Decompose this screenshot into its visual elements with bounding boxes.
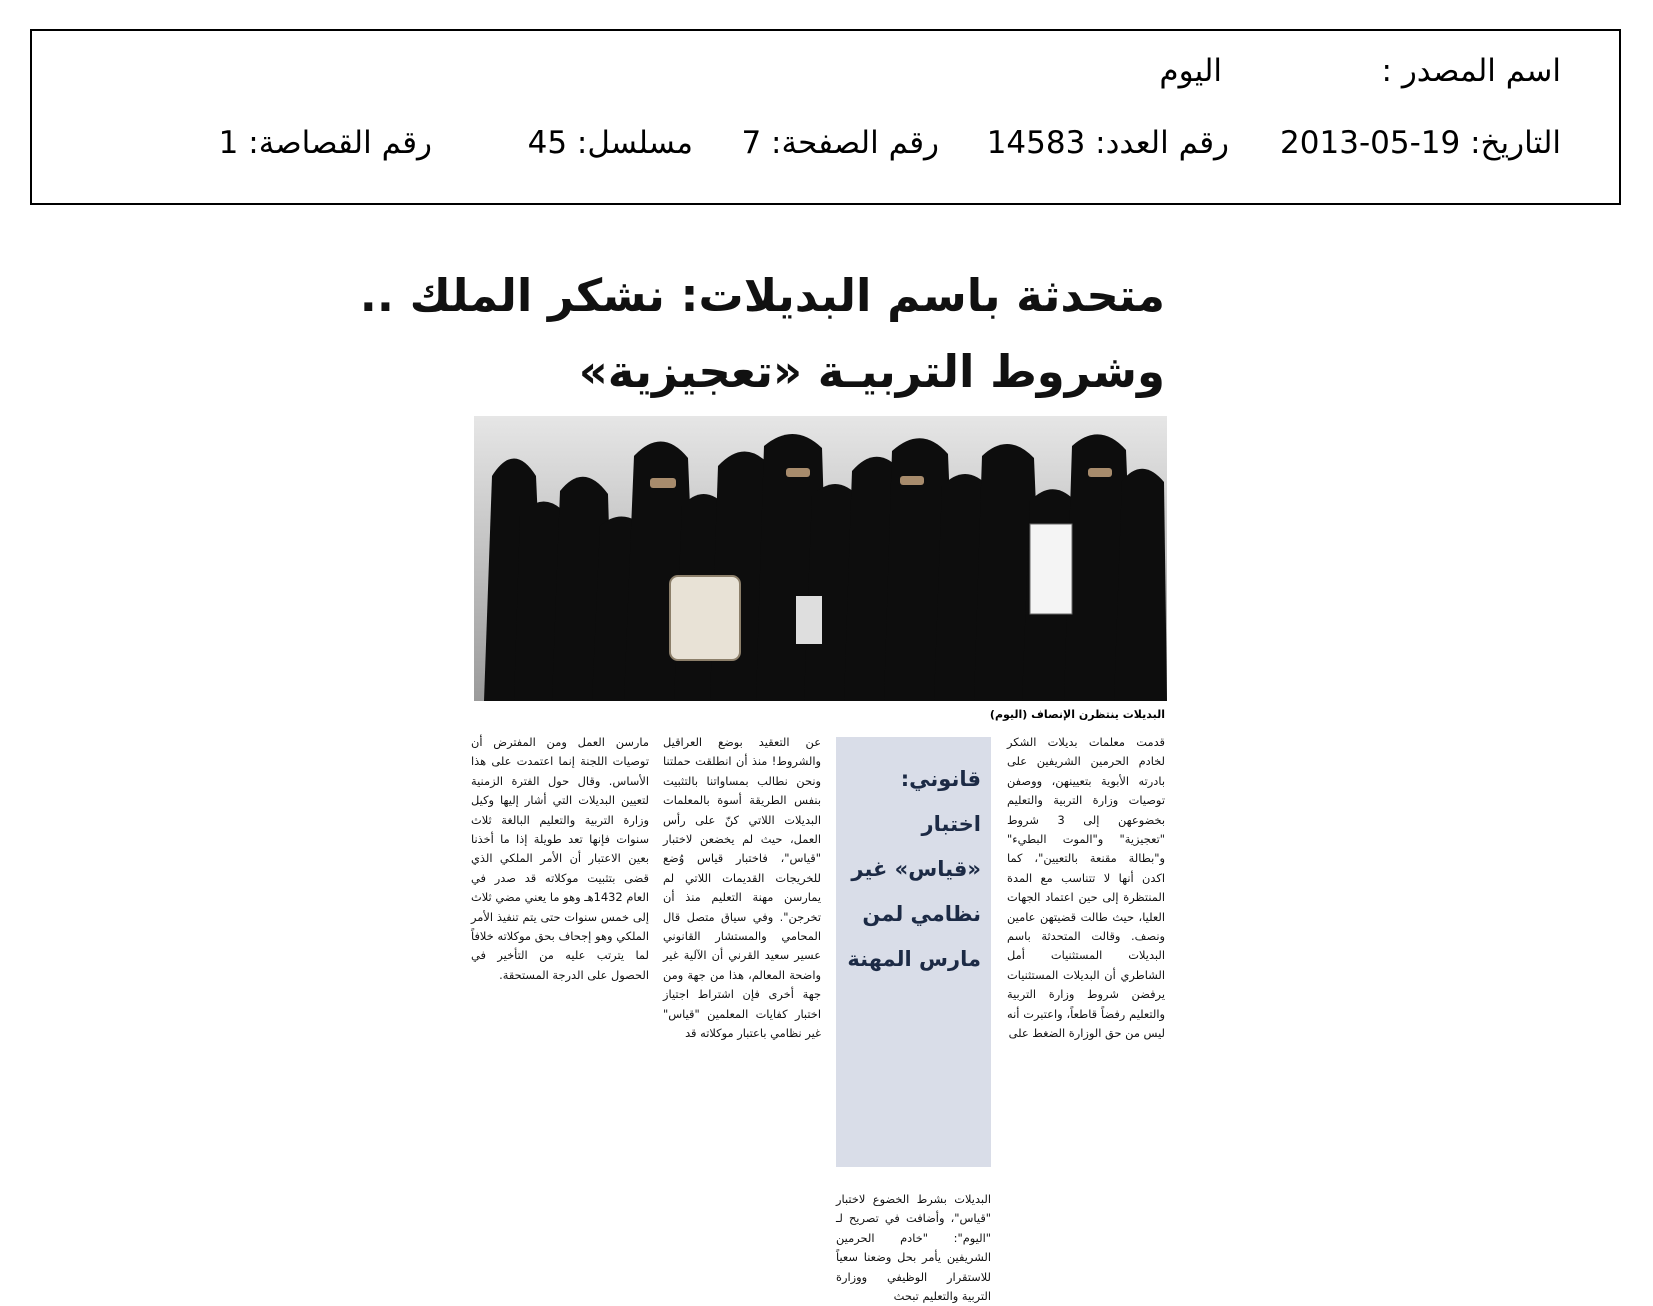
column-4-text: مارسن العمل ومن المفترض أن توصيات اللجنة إنما اعتمدت على هذا الأساس. وقال حول الفترة الزمنية لتعيين البديلات التي أشار إليها وكيل وزارة التربية والتعليم البالغة ثلاث سنوات فإنها تعد طويلة إذا ما أخذنا بعين الاعتبار أن الأمر الملكي الذي قضى بتثبيت موكلاته قد صدر في العام 1432هـ وهو ما يعني مضي ثلاث إلى خمس سنوات حتى يتم تنفيذ الأمر الملكي وهو إجحاف بحق موكلاته خلافاً لما يترتب عليه من التأخير في الحصول على الدرجة المستحقة. xyxy=(471,735,650,982)
source-label: اسم المصدر : xyxy=(1381,53,1561,89)
source-value: اليوم xyxy=(1159,53,1222,89)
serial-field: مسلسل: 45 xyxy=(527,125,693,161)
article-column-4 xyxy=(471,733,649,985)
pull-quote-box xyxy=(836,733,991,1167)
column-3-text: عن التعقيد بوضع العراقيل والشروط! منذ أن انطلقت حملتنا ونحن نطالب بمساواتنا بالتثبيت بنفس الطريقة أسوة بالمعلمات البديلات اللاتي كنّ على رأس العمل، حيث لم يخضعن لاختبار "قياس"، فاختبار قياس وُضع للخريجات القديمات اللاتي لم يمارسن مهنة التعليم منذ أن تخرجن". وفي سياق متصل قال المحامي والمستشار القانوني عسير سعيد القرني أن الآلية غير واضحة المعالم، هذا من جهة ومن جهة أخرى فإن اشتراط اجتياز اختبار كفايات المعلمين "قياس" غير نظامي باعتبار موكلاته قد xyxy=(663,735,821,1041)
column-2-text: البديلات بشرط الخضوع لاختبار "قياس"، وأضافت في تصريح لـ "اليوم": "خادم الحرمين الشريفين يأمر بحل وضعنا سعياً للاستقرار الوظيفي ووزارة التربية والتعليم تبحث xyxy=(836,1192,991,1304)
article-column-2 xyxy=(836,1190,991,1306)
column-1-text: قدمت معلمات بديلات الشكر لخادم الحرمين الشريفين على بادرته الأبوية بتعيينهن، ووصفن توصيات وزارة التربية والتعليم بخضوعهن إلى 3 شروط "تعجيزية" و"الموت البطيء" و"بطالة مقنعة بالتعيين"، كما اكدن أنها لا تتناسب مع المدة المنتظرة إلى حين اعتماد الجهات العليا، حيث طالت قضيتهن عامين ونصف. وقالت المتحدثة باسم البديلات المستثنيات أمل الشاطري أن البديلات المستثنيات يرفضن شروط وزارة التربية والتعليم رفضاً قاطعاً، واعتبرت أنه ليس من حق الوزارة الضغط على xyxy=(1007,735,1165,1041)
source-info-box xyxy=(30,29,1621,205)
article-photo xyxy=(474,416,1167,701)
page-number-field: رقم الصفحة: 7 xyxy=(741,125,939,161)
article-column-1 xyxy=(1007,733,1165,1044)
article-clipping xyxy=(359,246,1171,1304)
issue-number-field: رقم العدد: 14583 xyxy=(986,125,1229,161)
clipping-number-field: رقم القصاصة: 1 xyxy=(218,125,432,161)
headline-line-2: وشروط التربيـة «تعجيزية» xyxy=(578,345,1165,398)
photo-caption: البديلات ينتظرن الإنصاف (اليوم) xyxy=(989,708,1165,721)
article-column-3 xyxy=(663,733,821,1044)
pull-quote-text: قانوني: اختبار «قياس» غير نظامي لمن مارس المهنة xyxy=(847,767,981,971)
headline-line-1: متحدثة باسم البديلات: نشكر الملك .. xyxy=(359,269,1165,322)
date-field: التاريخ: 19-05-2013 xyxy=(1280,125,1561,161)
